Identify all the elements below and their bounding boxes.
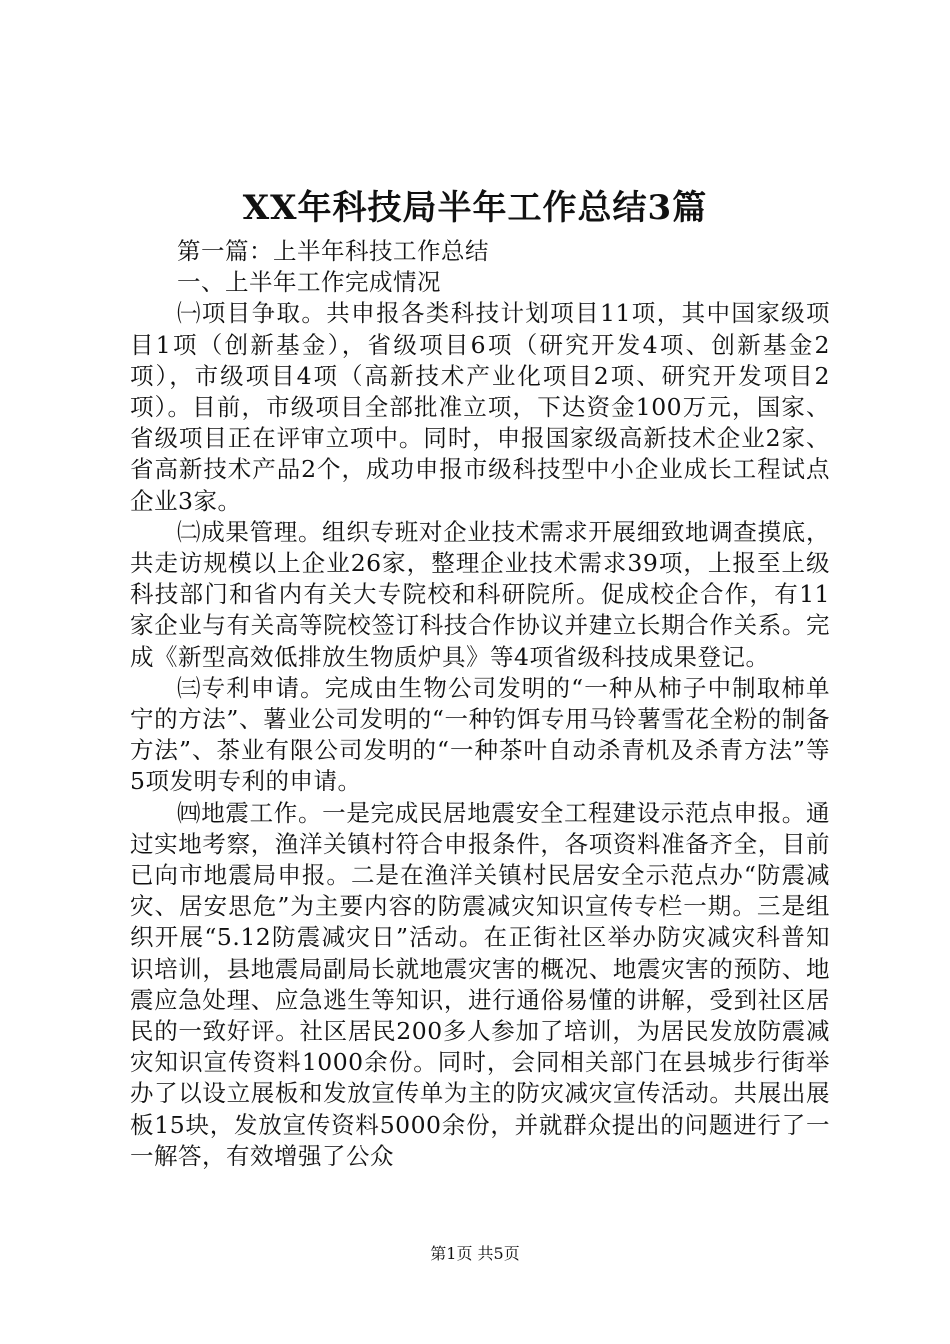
page-footer: 第1页 共5页 <box>430 1244 520 1263</box>
paragraph-project-application: ㈠项目争取。共申报各类科技计划项目11项，其中国家级项目1项（创新基金），省级项目6项（研究开发4项、创新基金2项），市级项目4项（高新技术产业化项目2项、研究开发项目2项）。目前，市级项目全部批准立项，下达资金100万元，国家、省级项目正在评审立项中。同时，申报国家级高新技术企业2家、省高新技术产品2个，成功申报市级科技型中小企业成长工程试点企业3家。 <box>130 299 830 515</box>
paragraph-earthquake-work: ㈣地震工作。一是完成民居地震安全工程建设示范点申报。通过实地考察，渔洋关镇村符合申报条件，各项资料准备齐全，目前已向市地震局申报。二是在渔洋关镇村民居安全示范点办“防震减灾、居安思危”为主要内容的防震减灾知识宣传专栏一期。三是组织开展“5.12防震减灾日”活动。在正街社区举办防灾减灾科普知识培训，县地震局副局长就地震灾害的概况、地震灾害的预防、地震应急处理、应急逃生等知识，进行通俗易懂的讲解，受到社区居民的一致好评。社区居民200多人参加了培训，为居民发放防震减灾知识宣传资料1000余份。同时，会同相关部门在县城步行街举办了以设立展板和发放宣传单为主的防灾减灾宣传活动。共展出展板15块，发放宣传资料5000余份，并就群众提出的问题进行了一一解答，有效增强了公众 <box>130 798 830 1170</box>
document-body <box>130 236 830 1172</box>
document-title: XX年科技局半年工作总结3篇 <box>242 188 708 228</box>
subsection-heading: 一、上半年工作完成情况 <box>177 268 441 297</box>
paragraph-patent-application: ㈢专利申请。完成由生物公司发明的“一种从柿子中制取柿单宁的方法”、薯业公司发明的“一种钓饵专用马铃薯雪花全粉的制备方法”、茶业有限公司发明的“一种茶叶自动杀青机及杀青方法”等5项发明专利的申请。 <box>130 673 830 796</box>
paragraph-achievement-management: ㈡成果管理。组织专班对企业技术需求开展细致地调查摸底，共走访规模以上企业26家，整理企业技术需求39项，上报至上级科技部门和省内有关大专院校和科研院所。促成校企合作，有11家企业与有关高等院校签订科技合作协议并建立长期合作关系。完成《新型高效低排放生物质炉具》等4项省级科技成果登记。 <box>130 517 830 671</box>
section-heading: 第一篇：上半年科技工作总结 <box>177 237 489 265</box>
